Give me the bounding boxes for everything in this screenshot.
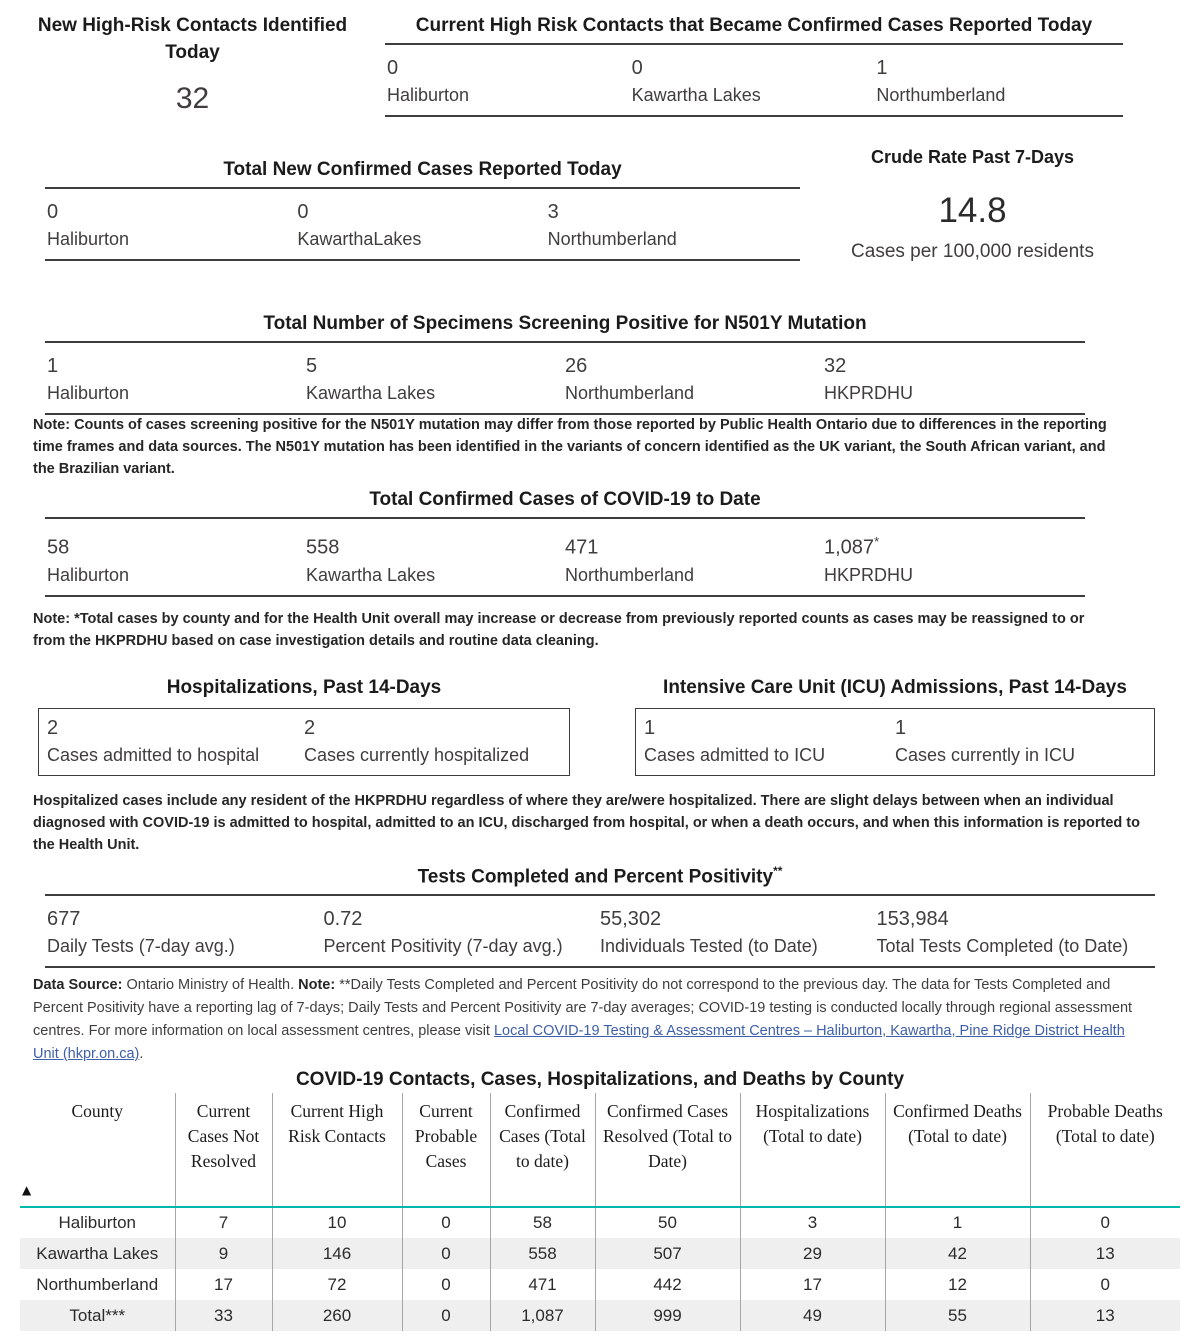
value-cell: 49: [740, 1300, 885, 1331]
n501y-note: Note: Counts of cases screening positive for the N501Y mutation may differ from those reported by Public Health Ontario due to differences in the reporting time frames and data sources. The N501Y mutation has been identified in the variants of concern identified as the UK variant, the South African variant, and the Brazilian variant.: [33, 417, 1107, 477]
value-cell: 42: [885, 1238, 1030, 1269]
value-cell: 12: [885, 1269, 1030, 1300]
card-title: Total New Confirmed Cases Reported Today: [223, 159, 622, 180]
divider: [45, 259, 800, 261]
value-cell: 17: [175, 1269, 272, 1300]
value-cell: 3: [740, 1207, 885, 1238]
kpi-label: HKPRDHU: [824, 383, 914, 403]
kpi-cell: [824, 353, 1083, 405]
county-cell: Kawartha Lakes: [36, 1243, 159, 1263]
value-cell: 471: [490, 1269, 595, 1300]
hospitalizations-box: [38, 708, 570, 776]
county-table: [20, 1093, 1180, 1331]
card-title: Tests Completed and Percent Positivity**: [417, 864, 783, 888]
kpi-cell: [306, 353, 565, 405]
kpi-cell: [324, 906, 601, 958]
kpi-label: Cases currently in ICU: [895, 745, 1076, 765]
card-title: New High-Risk Contacts Identified Today: [37, 15, 348, 63]
value-cell: 50: [595, 1207, 740, 1238]
kpi-value: 1: [47, 355, 59, 377]
kpi-label: Northumberland: [876, 85, 1006, 105]
card-total-confirmed: [45, 486, 1085, 597]
column-header-current-high-risk-contacts[interactable]: Current High Risk Contacts: [272, 1093, 402, 1207]
value-cell: 0: [402, 1238, 490, 1269]
card-icu-admissions: [635, 674, 1155, 776]
kpi-label: Cases currently hospitalized: [304, 745, 530, 765]
kpi-value: 0: [387, 57, 399, 79]
kpi-cell: [304, 715, 561, 767]
kpi-label: Northumberland: [547, 229, 677, 249]
table-row-kawartha-lakes: [20, 1238, 1180, 1269]
kpi-label: Individuals Tested (to Date): [600, 936, 818, 957]
card-total-new-confirmed: [45, 156, 800, 261]
data-source-label: Data Source:: [33, 977, 123, 993]
value-cell: 58: [490, 1207, 595, 1238]
value-cell: 13: [1030, 1238, 1180, 1269]
kpi-label: Percent Positivity (7-day avg.): [323, 936, 563, 957]
divider: [385, 115, 1123, 117]
card-became-confirmed-cases: [385, 12, 1123, 117]
column-header-current-cases-not-resolved[interactable]: Current Cases Not Resolved: [175, 1093, 272, 1207]
kpi-label: Haliburton: [47, 564, 130, 585]
kpi-value: 1: [895, 717, 907, 739]
kpi-label: Northumberland: [565, 383, 695, 403]
county-cell: Total***: [69, 1305, 126, 1325]
table-title: COVID-19 Contacts, Cases, Hospitalizations, and Deaths by County: [295, 1069, 905, 1090]
kpi-cell: [47, 529, 306, 587]
card-title: Intensive Care Unit (ICU) Admissions, Past 14-Days: [663, 677, 1127, 698]
value-cell: 29: [740, 1238, 885, 1269]
kpi-label: Haliburton: [387, 85, 470, 105]
kpi-cell: [824, 529, 1083, 587]
value-cell: 17: [740, 1269, 885, 1300]
kpi-value: 0: [297, 201, 309, 223]
card-crude-rate: [835, 144, 1110, 263]
value-cell: 999: [595, 1300, 740, 1331]
hospitalization-note: Hospitalized cases include any resident of the HKPRDHU regardless of where they are/were hospitalized. There are slight delays between when an individual diagnosed with COVID-19 is admitted to hospital, admitted to an ICU, discharged from hospital, or when a death occurs, and when this information is reported to the Health Unit.: [33, 793, 1140, 853]
county-cell: Haliburton: [58, 1213, 136, 1232]
kpi-value: 677: [47, 908, 81, 931]
kpi-value: 153,984: [876, 908, 949, 931]
card-n501y: [45, 310, 1085, 415]
new-high-risk-value: 32: [175, 82, 210, 115]
kpi-value: 2: [47, 717, 59, 739]
kpi-value: 0.72: [323, 908, 363, 931]
value-cell: 10: [272, 1207, 402, 1238]
column-header-probable-deaths[interactable]: Probable Deaths (Total to date): [1030, 1093, 1180, 1207]
kpi-value: 1,087*: [824, 534, 880, 559]
value-cell: 9: [175, 1238, 272, 1269]
kpi-value: 471: [565, 536, 599, 559]
kpi-label: Kawartha Lakes: [306, 383, 436, 403]
kpi-cell: [387, 55, 632, 107]
kpi-value: 1: [876, 57, 888, 79]
card-title: Total Number of Specimens Screening Positive for N501Y Mutation: [263, 313, 867, 334]
kpi-cell: [895, 715, 1146, 767]
card-title: Current High Risk Contacts that Became Confirmed Cases Reported Today: [415, 15, 1093, 36]
kpi-label: Kawartha Lakes: [631, 85, 761, 105]
kpi-label: Cases admitted to ICU: [644, 745, 826, 765]
value-cell: 33: [175, 1300, 272, 1331]
value-cell: 13: [1030, 1300, 1180, 1331]
value-cell: 72: [272, 1269, 402, 1300]
kpi-label: Total Tests Completed (to Date): [876, 936, 1129, 957]
value-cell: 260: [272, 1300, 402, 1331]
card-title: Hospitalizations, Past 14-Days: [166, 677, 442, 698]
kpi-cell: [306, 529, 565, 587]
crude-rate-value: 14.8: [938, 191, 1007, 230]
value-cell: 0: [402, 1300, 490, 1331]
kpi-value: 26: [565, 355, 588, 377]
kpi-value: 558: [306, 536, 340, 559]
card-hospitalizations: [38, 674, 570, 776]
kpi-cell: [297, 199, 547, 251]
note-label: Note:: [298, 977, 336, 993]
value-cell: 1,087: [490, 1300, 595, 1331]
icu-box: [635, 708, 1155, 776]
kpi-cell: [47, 353, 306, 405]
column-header-confirmed-cases[interactable]: Confirmed Cases (Total to date): [490, 1093, 595, 1207]
card-title: Crude Rate Past 7-Days: [870, 147, 1075, 167]
value-cell: 442: [595, 1269, 740, 1300]
table-row-northumberland: [20, 1269, 1180, 1300]
kpi-cell: [632, 55, 877, 107]
kpi-cell: [47, 199, 297, 251]
kpi-value: 2: [304, 717, 316, 739]
value-cell: 0: [1030, 1207, 1180, 1238]
value-cell: 0: [402, 1207, 490, 1238]
column-header-hospitalizations[interactable]: Hospitalizations (Total to date): [740, 1093, 885, 1207]
value-cell: 146: [272, 1238, 402, 1269]
kpi-cell: [644, 715, 895, 767]
column-header-county[interactable]: County ▲: [20, 1093, 175, 1207]
table-row-haliburton: [20, 1207, 1180, 1238]
kpi-value: 5: [306, 355, 318, 377]
footnote-marker: *: [874, 534, 880, 549]
footnote-marker: **: [773, 864, 783, 878]
value-cell: 0: [402, 1269, 490, 1300]
value-cell: 55: [885, 1300, 1030, 1331]
kpi-value: 1: [644, 717, 656, 739]
assessment-centres-link[interactable]: Local COVID-19 Testing & Assessment Centres – Haliburton, Kawartha, Pine Ridge District Health Unit (hkpr.on.ca): [33, 1023, 1125, 1062]
column-header-confirmed-deaths[interactable]: Confirmed Deaths (Total to date): [885, 1093, 1030, 1207]
column-header-confirmed-cases-resolved[interactable]: Confirmed Cases Resolved (Total to Date): [595, 1093, 740, 1207]
data-source-note: Data Source: Ontario Ministry of Health. Note: **Daily Tests Completed and Percent Positivity do not correspond to the previous day. The data for Tests Completed and Percent Positivity have a reporting lag of 7-days; Daily Tests and Percent Positivity are 7-day averages; COVID-19 testing is conducted locally through regional assessment centres. For more information on local assessment centres, please visit Local COVID-19 Testing & Assessment Centres – Haliburton, Kawartha, Pine Ridge District Health Unit (hkpr.on.ca).: [33, 977, 1133, 1062]
kpi-value: 58: [47, 536, 70, 559]
kpi-cell: [548, 199, 798, 251]
sort-ascending-icon: ▲: [22, 1183, 32, 1197]
kpi-label: Northumberland: [565, 564, 695, 585]
value-cell: 507: [595, 1238, 740, 1269]
kpi-value: 0: [47, 201, 59, 223]
county-cell: Northumberland: [36, 1274, 159, 1294]
kpi-label: Daily Tests (7-day avg.): [47, 936, 235, 957]
crude-rate-caption: Cases per 100,000 residents: [851, 241, 1094, 262]
total-confirmed-note: Note: *Total cases by county and for the Health Unit overall may increase or decrease from previously reported counts as cases may be reassigned to or from the HKPRDHU based on case investigation details and routine data cleaning.: [33, 611, 1085, 649]
kpi-cell: [47, 715, 304, 767]
kpi-cell: [876, 55, 1121, 107]
value-cell: 7: [175, 1207, 272, 1238]
kpi-value: 3: [547, 201, 559, 223]
card-title: Total Confirmed Cases of COVID-19 to Date: [369, 489, 761, 510]
kpi-value: 32: [824, 355, 847, 377]
kpi-value: 55,302: [600, 908, 662, 931]
kpi-label: KawarthaLakes: [297, 229, 422, 249]
kpi-label: HKPRDHU: [824, 564, 914, 585]
kpi-cell: [600, 906, 877, 958]
value-cell: 558: [490, 1238, 595, 1269]
divider: [45, 966, 1155, 968]
table-row-total: [20, 1300, 1180, 1331]
kpi-label: Haliburton: [47, 383, 130, 403]
value-cell: 0: [1030, 1269, 1180, 1300]
card-new-high-risk-contacts: [30, 12, 355, 116]
kpi-label: Kawartha Lakes: [306, 564, 436, 585]
column-header-current-probable-cases[interactable]: Current Probable Cases: [402, 1093, 490, 1207]
kpi-label: Haliburton: [47, 229, 130, 249]
kpi-cell: [47, 906, 324, 958]
card-tests: [45, 858, 1155, 968]
value-cell: 1: [885, 1207, 1030, 1238]
divider: [45, 595, 1085, 597]
kpi-cell: [877, 906, 1154, 958]
kpi-cell: [565, 529, 824, 587]
kpi-value: 0: [631, 57, 643, 79]
kpi-cell: [565, 353, 824, 405]
kpi-label: Cases admitted to hospital: [47, 745, 260, 765]
